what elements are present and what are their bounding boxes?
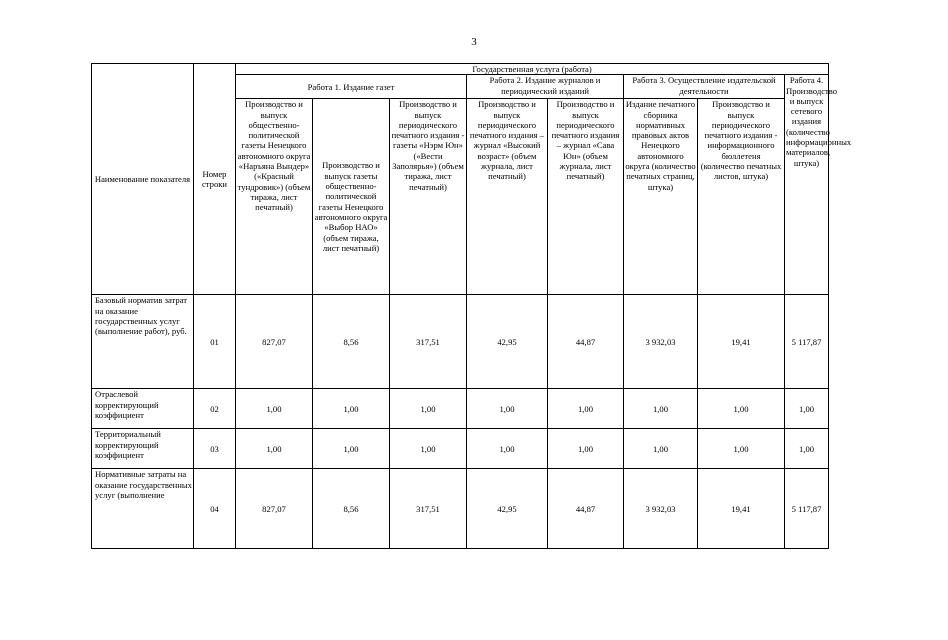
table-row	[92, 469, 829, 549]
subcol-2: Производство и выпуск газеты общественно-политической газеты Ненецкого автономного округа «Выбор НАО» (объем тиража, лист печатный)	[313, 99, 390, 295]
cell-value: 5 117,87	[785, 295, 829, 389]
row-name: Нормативные затраты на оказание государственных услуг (выполнение	[92, 469, 194, 549]
page-number: 3	[471, 36, 477, 48]
row-name: Базовый норматив затрат на оказание государственных услуг (выполнение работ), руб.	[92, 295, 194, 389]
cell-value: 19,41	[698, 469, 785, 549]
cell-value: 1,00	[785, 429, 829, 469]
subcol-1: Производство и выпуск общественно-политической газеты Ненецкого автономного округа «Наръяна Вындер» («Красный тундровик») (объем тиража, лист печатный)	[236, 99, 313, 295]
cell-value: 1,00	[785, 389, 829, 429]
row-number: 02	[194, 389, 236, 429]
cell-value: 317,51	[390, 295, 467, 389]
subcol-5: Производство и выпуск периодического печатного издания – журнал «Сава Юн» (объем журнала, лист печатный)	[548, 99, 624, 295]
header-indicator: Наименование показателя	[92, 64, 194, 295]
cell-value: 1,00	[624, 429, 698, 469]
cell-value: 1,00	[313, 389, 390, 429]
header-row-number: Номер строки	[194, 64, 236, 295]
row-number: 04	[194, 469, 236, 549]
table-row	[92, 295, 829, 389]
cell-value: 827,07	[236, 295, 313, 389]
row-number: 01	[194, 295, 236, 389]
table-row	[92, 389, 829, 429]
subcol-7: Производство и выпуск периодического печатного издания - информационного бюллетеня (количество печатных листов, штука)	[698, 99, 785, 295]
cell-value: 1,00	[698, 389, 785, 429]
header-work-3: Работа 3. Осуществление издательской деятельности	[624, 75, 785, 99]
cell-value: 1,00	[698, 429, 785, 469]
cell-value: 1,00	[548, 389, 624, 429]
cell-value: 317,51	[390, 469, 467, 549]
cell-value: 44,87	[548, 469, 624, 549]
cell-value: 1,00	[390, 429, 467, 469]
cell-value: 8,56	[313, 295, 390, 389]
cell-value: 1,00	[236, 429, 313, 469]
subcol-3: Производство и выпуск периодического печатного издания - газеты «Нэрм Юн» («Вести Заполярья») (объем тиража, лист печатный)	[390, 99, 467, 295]
cell-value: 42,95	[467, 295, 548, 389]
cell-value: 1,00	[548, 429, 624, 469]
cell-value: 3 932,03	[624, 469, 698, 549]
cell-value: 1,00	[467, 429, 548, 469]
row-name: Отраслевой корректирующий коэффициент	[92, 389, 194, 429]
header-work-4: Работа 4. Производство и выпуск сетевого издания (количество информационных материалов, штука)	[785, 75, 829, 295]
header-service: Государственная услуга (работа)	[236, 64, 829, 75]
header-row-service	[92, 64, 829, 75]
cell-value: 19,41	[698, 295, 785, 389]
subcol-6: Издание печатного сборника нормативных правовых актов Ненецкого автономного округа (количество печатных страниц, штука)	[624, 99, 698, 295]
cell-value: 1,00	[390, 389, 467, 429]
cell-value: 5 117,87	[785, 469, 829, 549]
cell-value: 8,56	[313, 469, 390, 549]
cell-value: 42,95	[467, 469, 548, 549]
cell-value: 44,87	[548, 295, 624, 389]
cell-value: 1,00	[624, 389, 698, 429]
cell-value: 1,00	[467, 389, 548, 429]
header-work-2: Работа 2. Издание журналов и периодический изданий	[467, 75, 624, 99]
cell-value: 827,07	[236, 469, 313, 549]
header-work-1: Работа 1. Издание газет	[236, 75, 467, 99]
subcol-4: Производство и выпуск периодического печатного издания – журнал «Высокий возраст» (объем журнала, лист печатный)	[467, 99, 548, 295]
row-number: 03	[194, 429, 236, 469]
row-name: Территориальный корректирующий коэффициент	[92, 429, 194, 469]
cell-value: 1,00	[313, 429, 390, 469]
table-row	[92, 429, 829, 469]
cost-norms-table	[91, 63, 852, 549]
cell-value: 3 932,03	[624, 295, 698, 389]
cell-value: 1,00	[236, 389, 313, 429]
